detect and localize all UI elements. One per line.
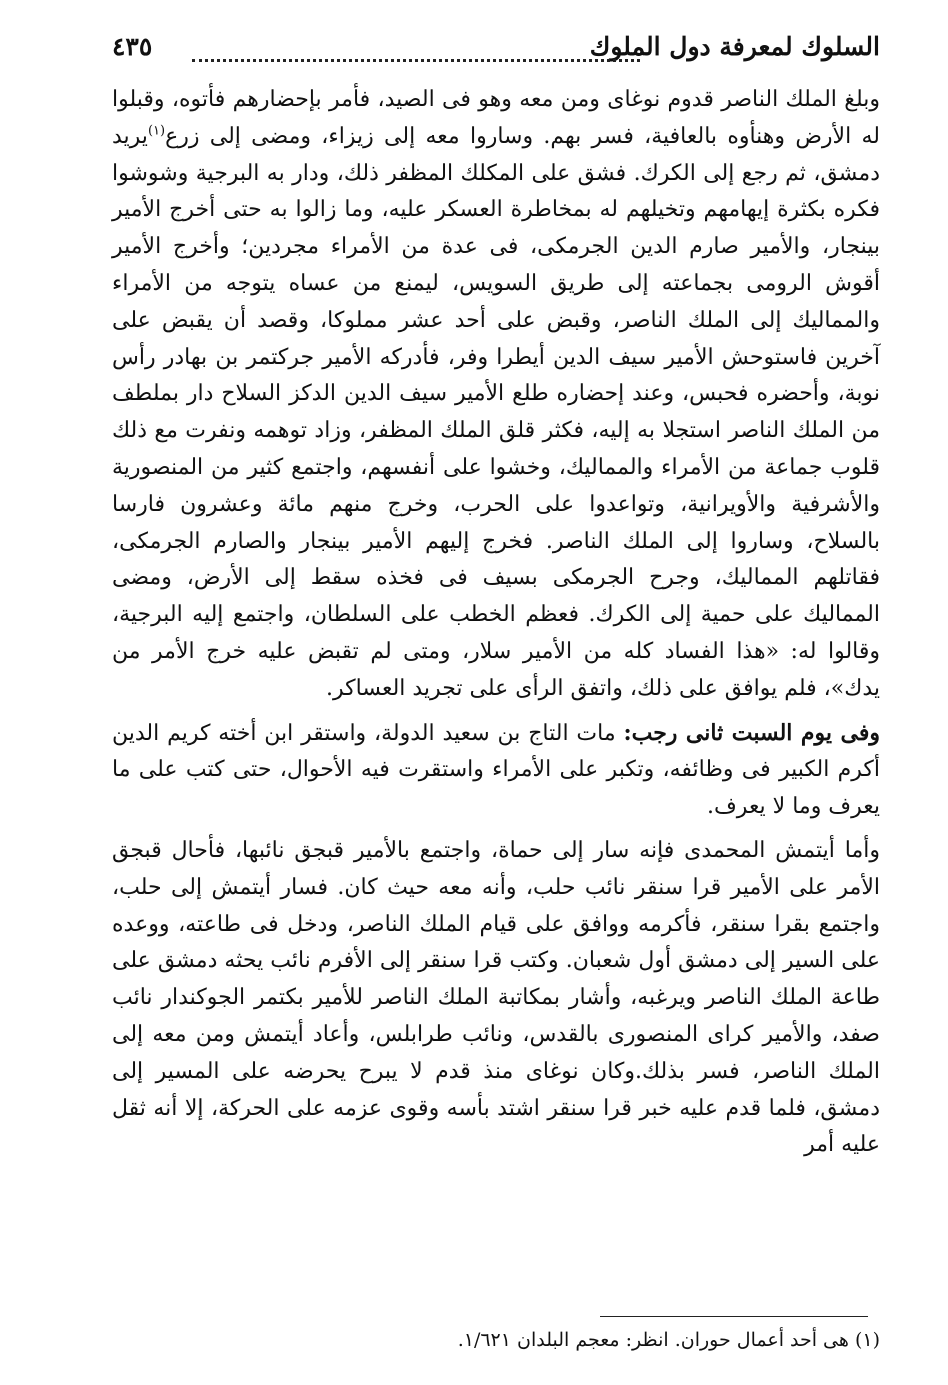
paragraph-1-text-continued: يريد دمشق، ثم رجع إلى الكرك. فشق على المكلك المظفر ذلك، ودار به البرجية وشوشوا فكره بكثرة إيهامهم وتخيلهم له بمخاطرة العسكر عليه، وما زالوا به حتى أخرج الأمير بينجار، والأمير صارم الدين الجرمكى، فى عدة من الأمراء مجردين؛ وأخرج الأمير أقوش الرومى بجماعته إلى طريق السويس، ليمنع من عساه يتوجه من الأمراء والمماليك إلى الملك الناصر، وقبض على أحد عشر مملوكا، وقصد أن يقبض على آخرين فاستوحش الأمير سيف الدين أيطرا وفر، فأدركه الأمير جركتمر بن بهادر رأس نوبة، وأحضره فحبس، وعند إحضاره طلع الأمير سيف الدين الدكز السلاح دار بملطف من الملك الناصر استجلا به إليه، فكثر قلق الملك المظفر، وزاد توهمه ونفرت مع ذلك قلوب جماعة من الأمراء والمماليك، وخشوا على أنفسهم، واجتمع كثير من المنصورية والأشرفية والأويرانية، وتواعدوا على الحرب، وخرج منهم مائة وعشرون فارسا بالسلاح، وساروا إلى الملك الناصر. فخرج إليهم الأمير بينجار والصارم الجرمكى، فقاتلهم المماليك، وجرح الجرمكى بسيف فى فخذه سقط إلى الأرض، ومضى المماليك على حمية إلى الكرك. فعظم الخطب على السلطان، واجتمع إليه البرجية، وقالوا له: «هذا الفساد كله من الأمير سلار، ومتى لم تقبض عليه خرج الأمر من يدك»، فلم يوافق على ذلك، واتفق الرأى على تجريد العساكر. — [112, 123, 880, 701]
header-dot-leader — [192, 59, 640, 62]
footnote-divider — [600, 1316, 868, 1317]
footnote-reference: (١) — [147, 123, 166, 139]
footnote: (١) هى أحد أعمال حوران. انظر: معجم البلدان ١/٦٢١. — [457, 1329, 880, 1351]
paragraph-2-text: مات التاج بن سعيد الدولة، واستقر ابن أخته كريم الدين أكرم الكبير فى وظائفه، وتكبر على الأمراء واستقرت فيه الأحوال، حتى كتب على ما يعرف وما لا يعرف. — [112, 720, 880, 820]
paragraph-3 — [112, 833, 880, 1164]
main-text — [112, 82, 880, 1164]
running-title: السلوك لمعرفة دول الملوك — [589, 32, 880, 61]
paragraph-1-text: وبلغ الملك الناصر قدوم نوغاى ومن معه وهو فى الصيد، فأمر بإحضارهم فأتوه، وقبلوا له الأرض وهنأوه بالعافية، فسر بهم. وساروا معه إلى زيزاء، ومضى إلى زرع — [112, 87, 880, 149]
paragraph-2-lead: وفى يوم السبت ثانى رجب: — [623, 719, 880, 746]
page-header — [112, 26, 880, 72]
paragraph-2 — [112, 715, 880, 826]
page-number: ٤٣٥ — [112, 32, 153, 61]
paragraph-1 — [112, 82, 880, 708]
paragraph-3-text: وأما أيتمش المحمدى فإنه سار إلى حماة، واجتمع بالأمير قبجق نائبها، فأحال قبجق الأمر على الأمير قرا سنقر نائب حلب، وأنه معه حيث كان. فسار أيتمش إلى حلب، واجتمع بقرا سنقر، فأكرمه ووافق على قيام الملك الناصر، ودخل فى طاعته، ووعده على السير إلى دمشق أول شعبان. وكتب قرا سنقر إلى الأفرم نائب يحثه دمشق على طاعة الملك الناصر ويرغبه، وأشار بمكاتبة الملك الناصر للأمير بكتمر الجوكندار نائب صفد، والأمير كراى المنصورى بالقدس، ونائب طرابلس، وأعاد أيتمش ومن معه إلى الملك الناصر، فسر بذلك.وكان نوغاى منذ قدم لا يبرح يحرضه على المسير إلى دمشق، فلما قدم عليه خبر قرا سنقر اشتد بأسه وقوى عزمه على الحركة، إلا أنه ثقل عليه أمر — [112, 837, 880, 1158]
